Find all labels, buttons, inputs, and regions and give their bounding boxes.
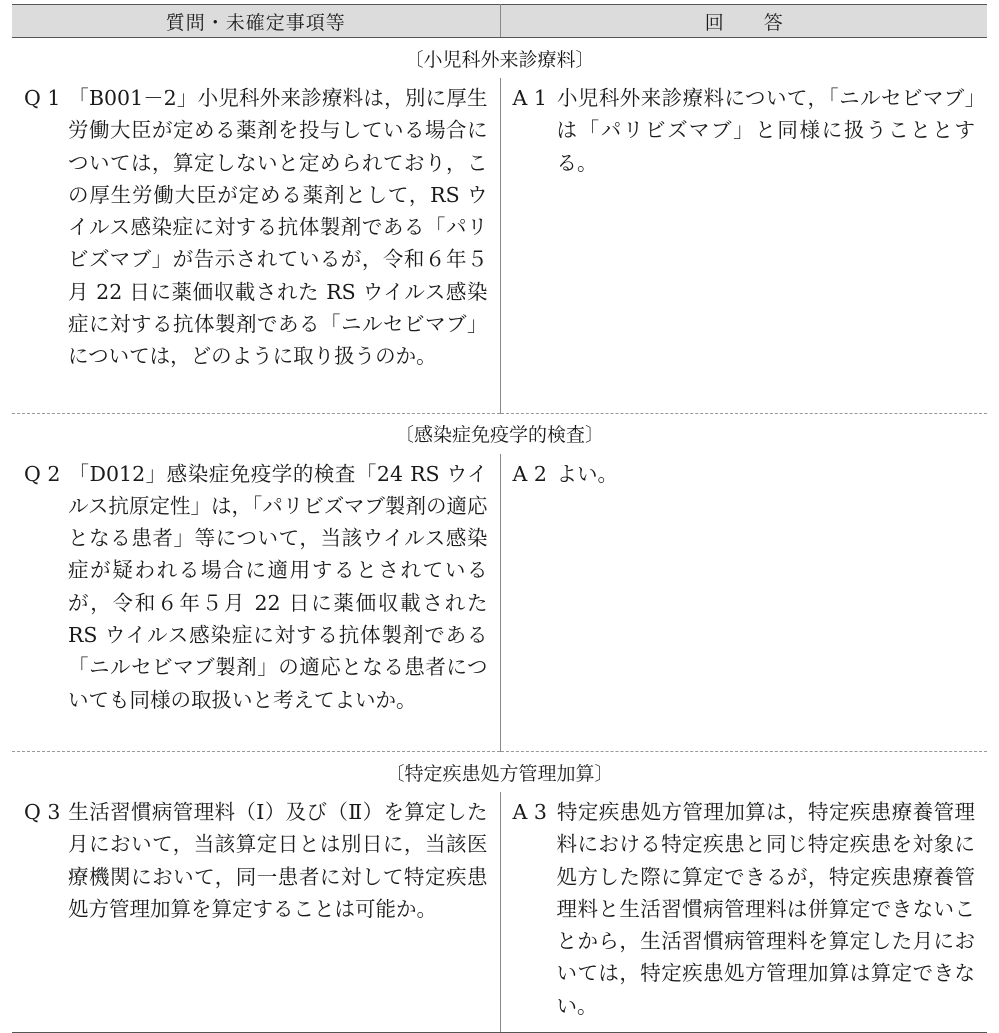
answer-label: A 2 bbox=[512, 461, 547, 486]
qa-row bbox=[12, 78, 987, 413]
question-text: 生活習慣病管理料（Ⅰ）及び（Ⅱ）を算定した月において，当該算定日とは別日に，当該医療機関において，同一患者に対して特定疾患処方管理加算を算定することは可能か。 bbox=[68, 800, 488, 921]
question-cell bbox=[12, 78, 500, 413]
answer-cell bbox=[500, 78, 987, 413]
category-title: 〔感染症免疫学的検査〕 bbox=[12, 413, 987, 454]
category-title: 〔小児科外来診療料〕 bbox=[404, 48, 595, 71]
answer-column-header: 回 答 bbox=[500, 5, 987, 38]
question-text: 「B001－2」小児科外来診療料は，別に厚生労働大臣が定める薬剤を投与している場合については，算定しないと定められており，この厚生労働大臣が定める薬剤として，RS ウイルス感染症に対する抗体製剤である「パリビズマブ」が告示されているが，令和６年５月 22 日に薬価収載された RS ウイルス感染症に対する抗体製剤である「ニルセビマブ」については，どのように取り扱うのか。 bbox=[68, 86, 488, 369]
answer-cell bbox=[500, 792, 987, 1033]
question-column-header: 質問・未確定事項等 bbox=[12, 5, 500, 38]
qa-row bbox=[12, 454, 987, 752]
question-label: Q 2 bbox=[24, 461, 61, 486]
category-row bbox=[12, 413, 987, 454]
answer-text: 特定疾患処方管理加算は，特定疾患療養管理料における特定疾患と同じ特定疾患を対象に処方した際に算定できるが，特定疾患療養管理料と生活習慣病管理料は併算定できないことから，生活習慣病管理料を算定した月においては，特定疾患処方管理加算は算定できない。 bbox=[556, 800, 975, 1018]
category-row bbox=[12, 38, 987, 79]
question-label: Q 1 bbox=[24, 86, 61, 110]
question-text: 「D012」感染症免疫学的検査「24 RS ウイルス抗原定性」は，「パリビズマブ製剤の適応となる患者」等について，当該ウイルス感染症が疑われる場合に適用するとされているが，令和６年５月 22 日に薬価収載された RS ウイルス感染症に対する抗体製剤である「ニルセビマブ製剤」の適応となる患者についても同様の取扱いと考えてよいか。 bbox=[68, 461, 488, 712]
category-row bbox=[12, 752, 987, 793]
answer-text: よい。 bbox=[556, 461, 618, 486]
question-cell bbox=[12, 792, 500, 1033]
question-label: Q 3 bbox=[24, 800, 61, 824]
qa-table bbox=[12, 4, 987, 1033]
qa-row bbox=[12, 792, 987, 1033]
category-title: 〔特定疾患処方管理加算〕 bbox=[12, 752, 987, 793]
question-cell bbox=[12, 454, 500, 752]
answer-label: A 1 bbox=[512, 86, 547, 110]
answer-text: 小児科外来診療料について，「ニルセビマブ」は「パリビズマブ」と同様に扱うこととする。 bbox=[556, 86, 975, 175]
answer-label: A 3 bbox=[512, 800, 547, 824]
answer-cell bbox=[500, 454, 987, 752]
table-header bbox=[12, 5, 987, 38]
